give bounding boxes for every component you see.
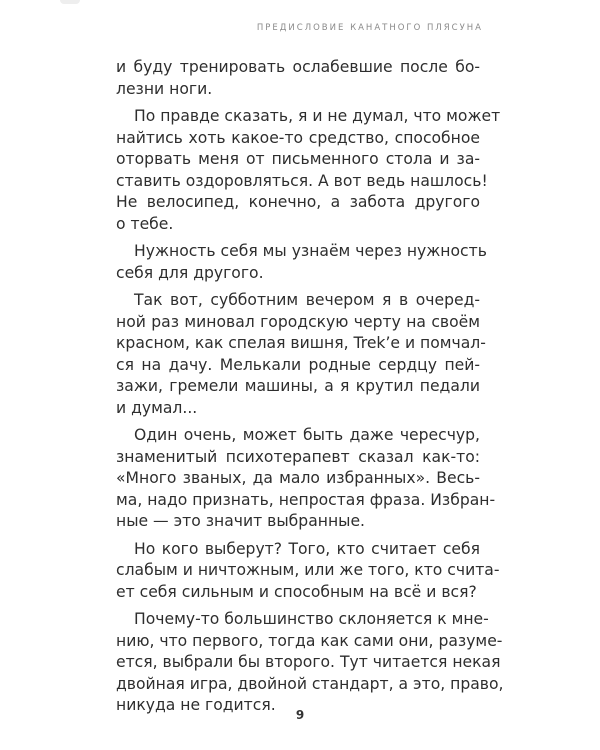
text-line: Почему-то большинство склоняется к мне- xyxy=(134,610,489,628)
text-line: ется, выбрали бы второго. Тут читается некая xyxy=(116,653,501,671)
text-line: «Много званых, да мало избранных». Весь- xyxy=(116,469,480,487)
text-line: слабым и ничтожным, или же того, кто счита- xyxy=(116,561,500,579)
text-line: Один очень, может быть даже чересчур, xyxy=(134,426,480,444)
paragraph xyxy=(116,241,487,284)
text-line: нию, что первого, тогда как сами они, разуме- xyxy=(116,631,503,650)
text-line: двойная игра, двойной стандарт, а это, право, xyxy=(116,674,504,693)
text-line: Не велосипед, конечно, а забота другого xyxy=(116,193,480,211)
text-line: и думал... xyxy=(116,398,198,417)
paragraph xyxy=(116,539,500,604)
text-line: Но кого выберут? Того, кто считает себя xyxy=(134,539,480,558)
text-line: знаменитый психотерапевт сказал как-то: xyxy=(116,447,480,466)
paragraph xyxy=(116,425,496,533)
text-line: о тебе. xyxy=(116,214,174,233)
paragraph xyxy=(116,57,480,100)
text-line: По правде сказать, я и не думал, что может xyxy=(134,107,501,125)
text-line: себя для другого. xyxy=(116,263,264,282)
text-line: ставить оздоровляться. А вот ведь нашлось! xyxy=(116,171,488,190)
text-line: найтись хоть какое-то средство, способное xyxy=(116,128,480,147)
text-line: Так вот, субботним вечером я в очеред- xyxy=(134,291,480,309)
text-line: красном, как спелая вишня, Trek’е и помчал- xyxy=(116,334,486,352)
text-line: ет себя сильным и способным на всё и вся? xyxy=(116,582,477,601)
text-line: зажи, гремели машины, а я крутил педали xyxy=(116,377,480,395)
text-line: оторвать меня от письменного стола и за- xyxy=(116,150,480,168)
paragraph xyxy=(116,106,501,235)
paragraph xyxy=(116,609,504,717)
text-line: ма, надо признать, непростая фраза. Избран- xyxy=(116,490,496,509)
text-line: лезни ноги. xyxy=(116,79,213,98)
text-line: Нужность себя мы узнаём через нужность xyxy=(134,242,487,260)
running-header: ПРЕДИСЛОВИЕ КАНАТНОГО ПЛЯСУНА xyxy=(256,23,483,33)
text-line: ся на дачу. Мелькали родные сердцу пей- xyxy=(116,355,480,374)
page-number: 9 xyxy=(295,708,305,722)
paragraph xyxy=(116,290,486,419)
text-line: и буду тренировать ослабевшие после бо- xyxy=(116,58,480,76)
text-line: никуда не годится. xyxy=(116,696,276,714)
text-line: ной раз миновал городскую черту на своём xyxy=(116,312,480,331)
page-edge-mark xyxy=(60,0,80,4)
body-text xyxy=(116,57,504,723)
text-line: ные — это значит выбранные. xyxy=(116,512,366,530)
